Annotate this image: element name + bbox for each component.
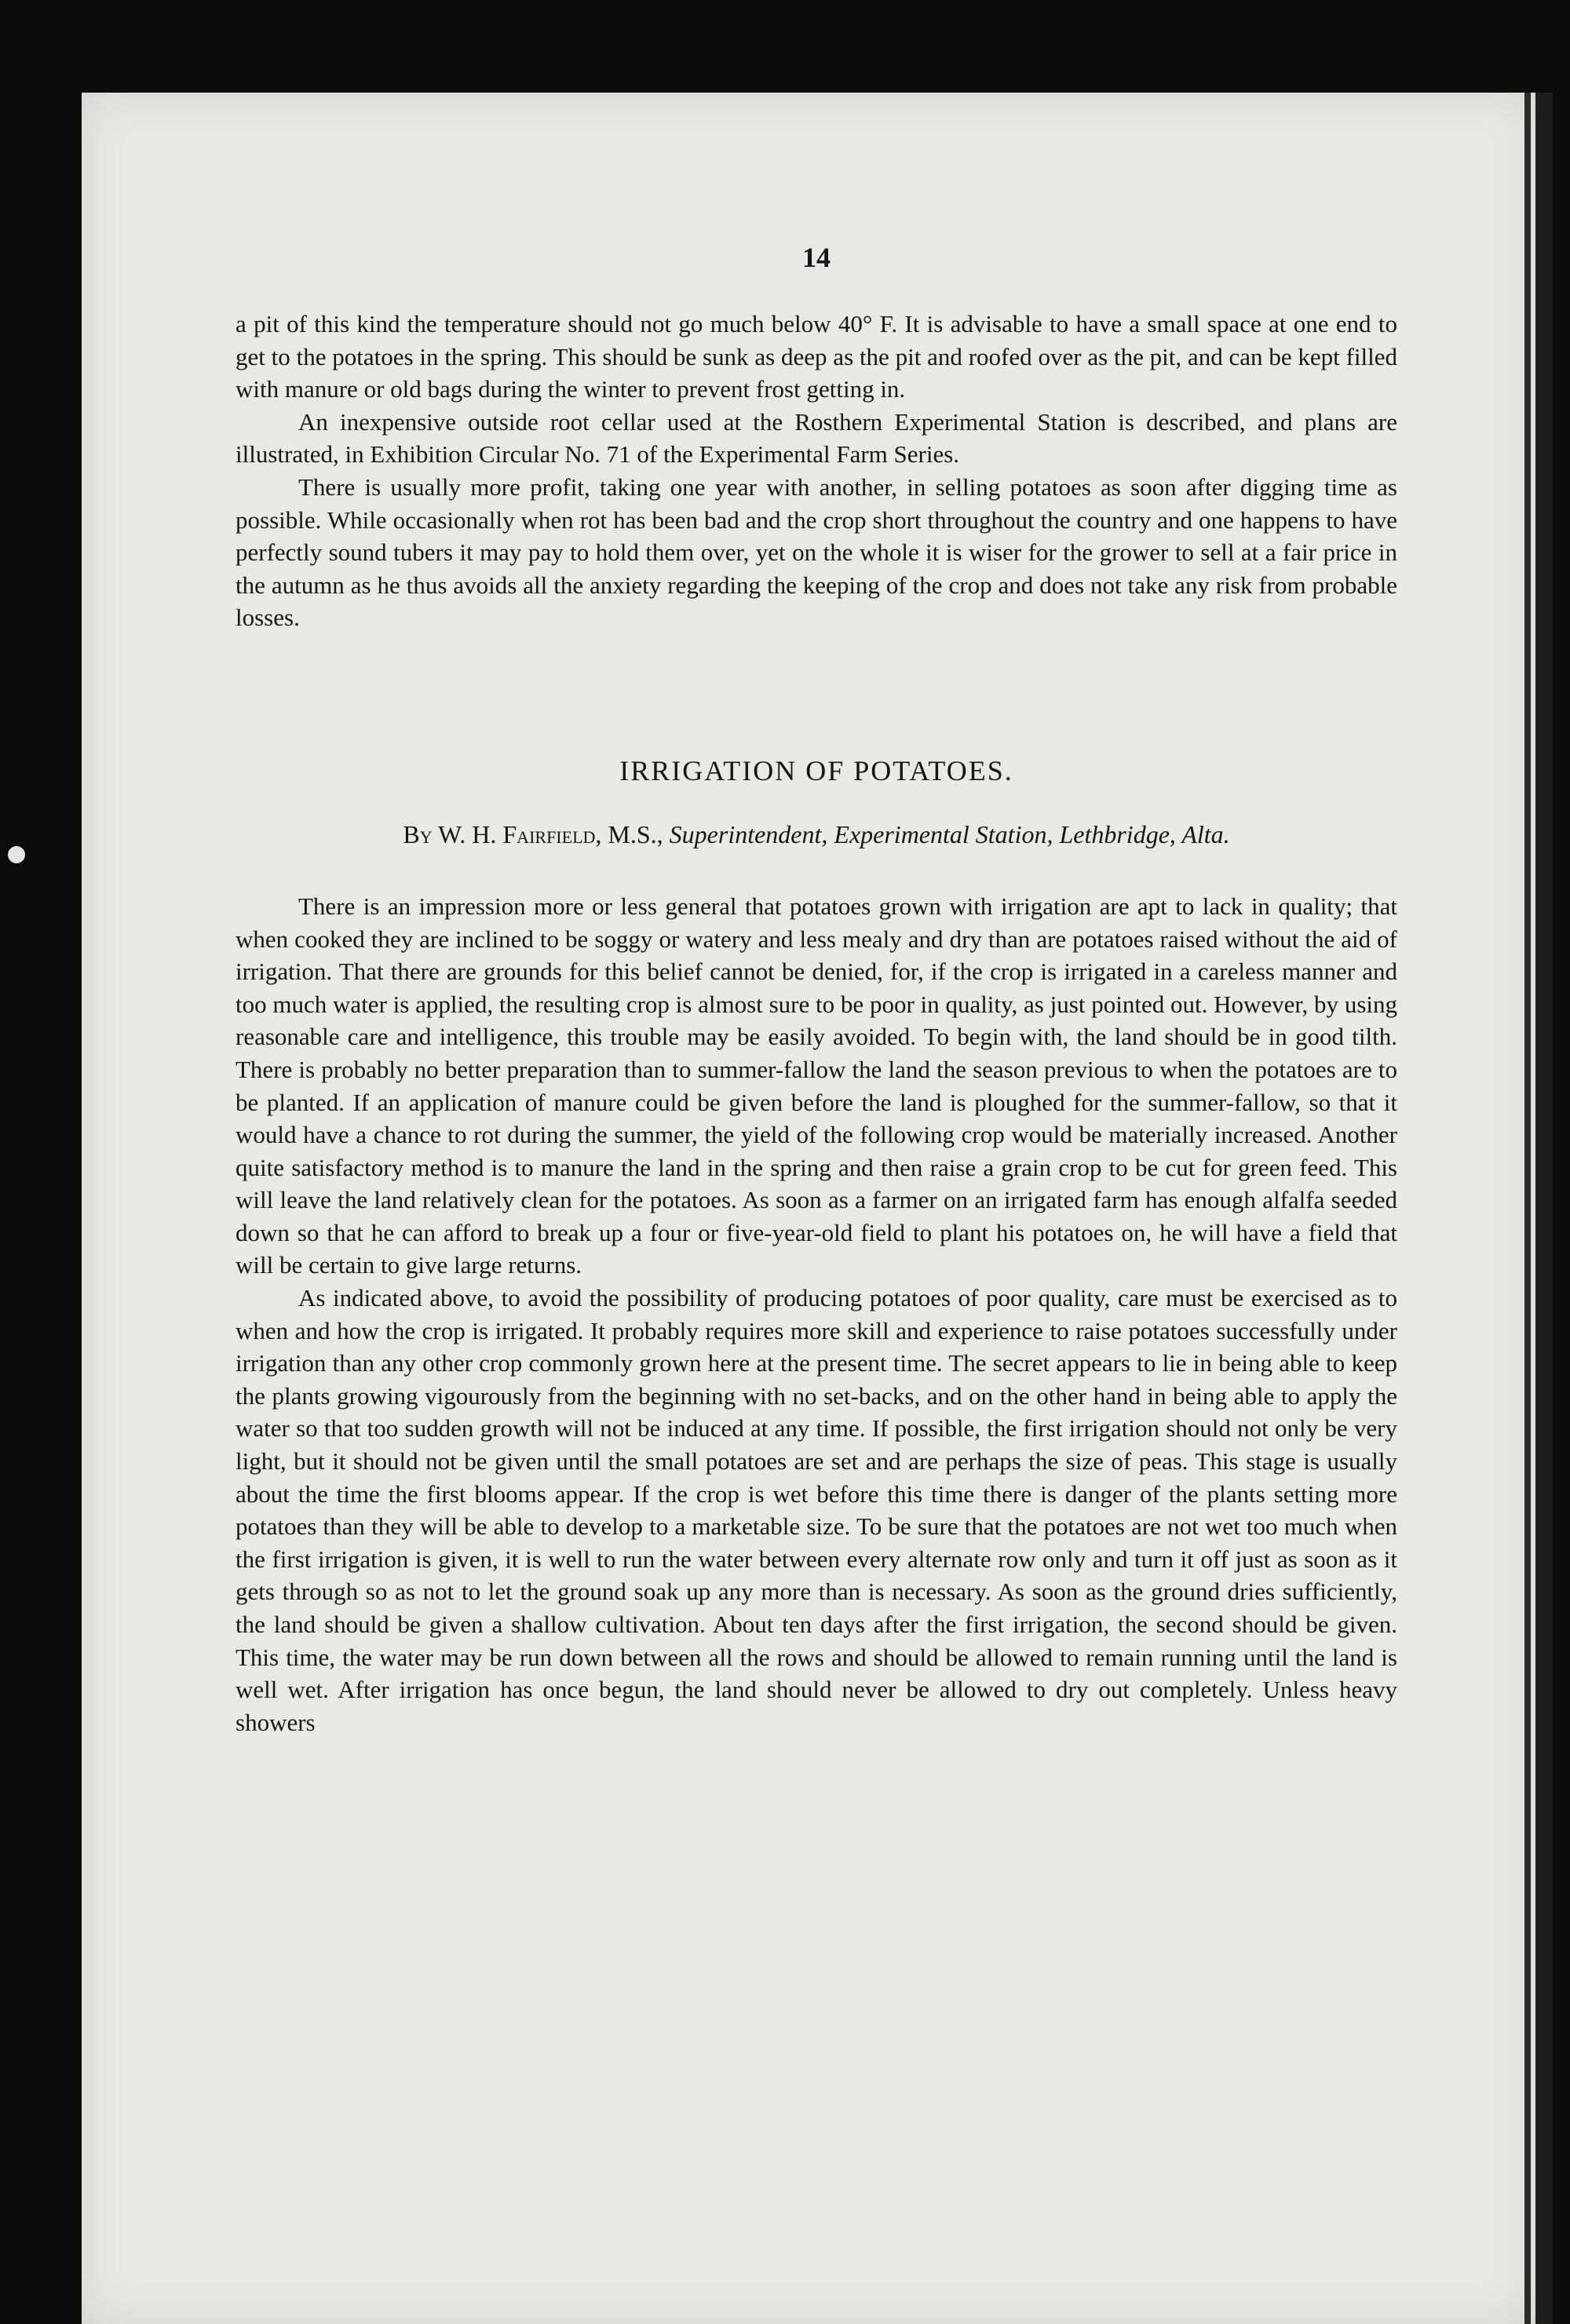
paragraph-continued: a pit of this kind the temperature should not go much below 40° F. It is advisable to have a small space at one end to get to the potatoes in the spring. This should be sunk as deep as the pit and roofed over as the pit, and can be kept filled with manure or old bags during the winter to prevent frost getting in. [236,310,1397,403]
paragraph-profit: There is usually more profit, taking one year with another, in selling potatoes as soon after digging time as possible. While occasionally when rot has been bad and the crop short throughout the country and one happens to have perfectly sound tubers it may pay to hold them over, yet on the whole it is wiser for the grower to sell at a fair price in the autumn as he thus avoids all the anxiety regarding the keeping of the crop and does not take any risk from probable losses. [236,472,1397,632]
byline-author: By W. H. Fairfield, M.S., [403,819,663,848]
paragraph-irrigation-quality: There is an impression more or less general that potatoes grown with irrigation are apt to lack in quality; that when cooked they are inclined to be soggy or watery and less mealy and dry than are potatoes raised without the aid of irrigation. That there are grounds for this belief cannot be denied, for, if the crop is irrigated in a careless manner and too much water is applied, the resulting crop is almost sure to be poor in quality, as just pointed out. However, by using reasonable care and intelligence, this trouble may be easily avoided. To begin with, the land should be in good tilth. There is probably no better preparation than to summer-fallow the land the season previous to when the potatoes are to be planted. If an application of manure could be given before the land is ploughed for the summer-fallow, so that it would have a chance to rot during the summer, the yield of the following crop would be materially increased. Another quite satisfactory method is to manure the land in the spring and then raise a grain crop to be cut for green feed. This will leave the land relatively clean for the potatoes. As soon as a farmer on an irrigated farm has enough alfalfa seeded down so that he can afford to break up a four or five-year-old field to plant his potatoes on, he will have a field that will be certain to give large returns. [236,892,1397,1279]
paragraph-root-cellar: An inexpensive outside root cellar used at the Rosthern Experimental Station is described, and plans are illustrated, in Exhibition Circular No. 71 of the Experimental Farm Series. [236,407,1397,469]
scan-hole-mark [8,846,25,863]
byline-position: Superintendent, Experimental Station, Lethbridge, Alta. [669,819,1230,848]
binding-edge-rule [1524,93,1531,2324]
page-content [236,240,1397,1738]
page-number: 14 [802,242,831,273]
binding-edge [1535,93,1553,2324]
section-heading: IRRIGATION OF POTATOES. [619,754,1013,786]
paragraph-irrigation-method: As indicated above, to avoid the possibility of producing potatoes of poor quality, care must be exercised as to when and how the crop is irrigated. It probably requires more skill and experience to raise potatoes successfully under irrigation than any other crop commonly grown here at the present time. The secret appears to lie in being able to keep the plants growing vigourously from the beginning with no set-backs, and on the other hand in being able to apply the water so that too sudden growth will not be induced at any time. If possible, the first irrigation should not only be very light, but it should not be given until the small potatoes are set and are perhaps the size of peas. This stage is usually about the time the first blooms appear. If the crop is wet before this time there is danger of the plants setting more potatoes than they will be able to develop to a marketable size. To be sure that the potatoes are not wet too much when the first irrigation is given, it is well to run the water between every alternate row only and turn it off just as soon as it gets through so as not to let the ground soak up any more than is necessary. As soon as the ground dries sufficiently, the land should be given a shallow cultivation. About ten days after the first irrigation, the second should be given. This time, the water may be run down between all the rows and should be allowed to remain running until the land is well wet. After irrigation has once begun, the land should never be allowed to dry out completely. Unless heavy showers [236,1284,1397,1736]
byline [236,818,1397,851]
